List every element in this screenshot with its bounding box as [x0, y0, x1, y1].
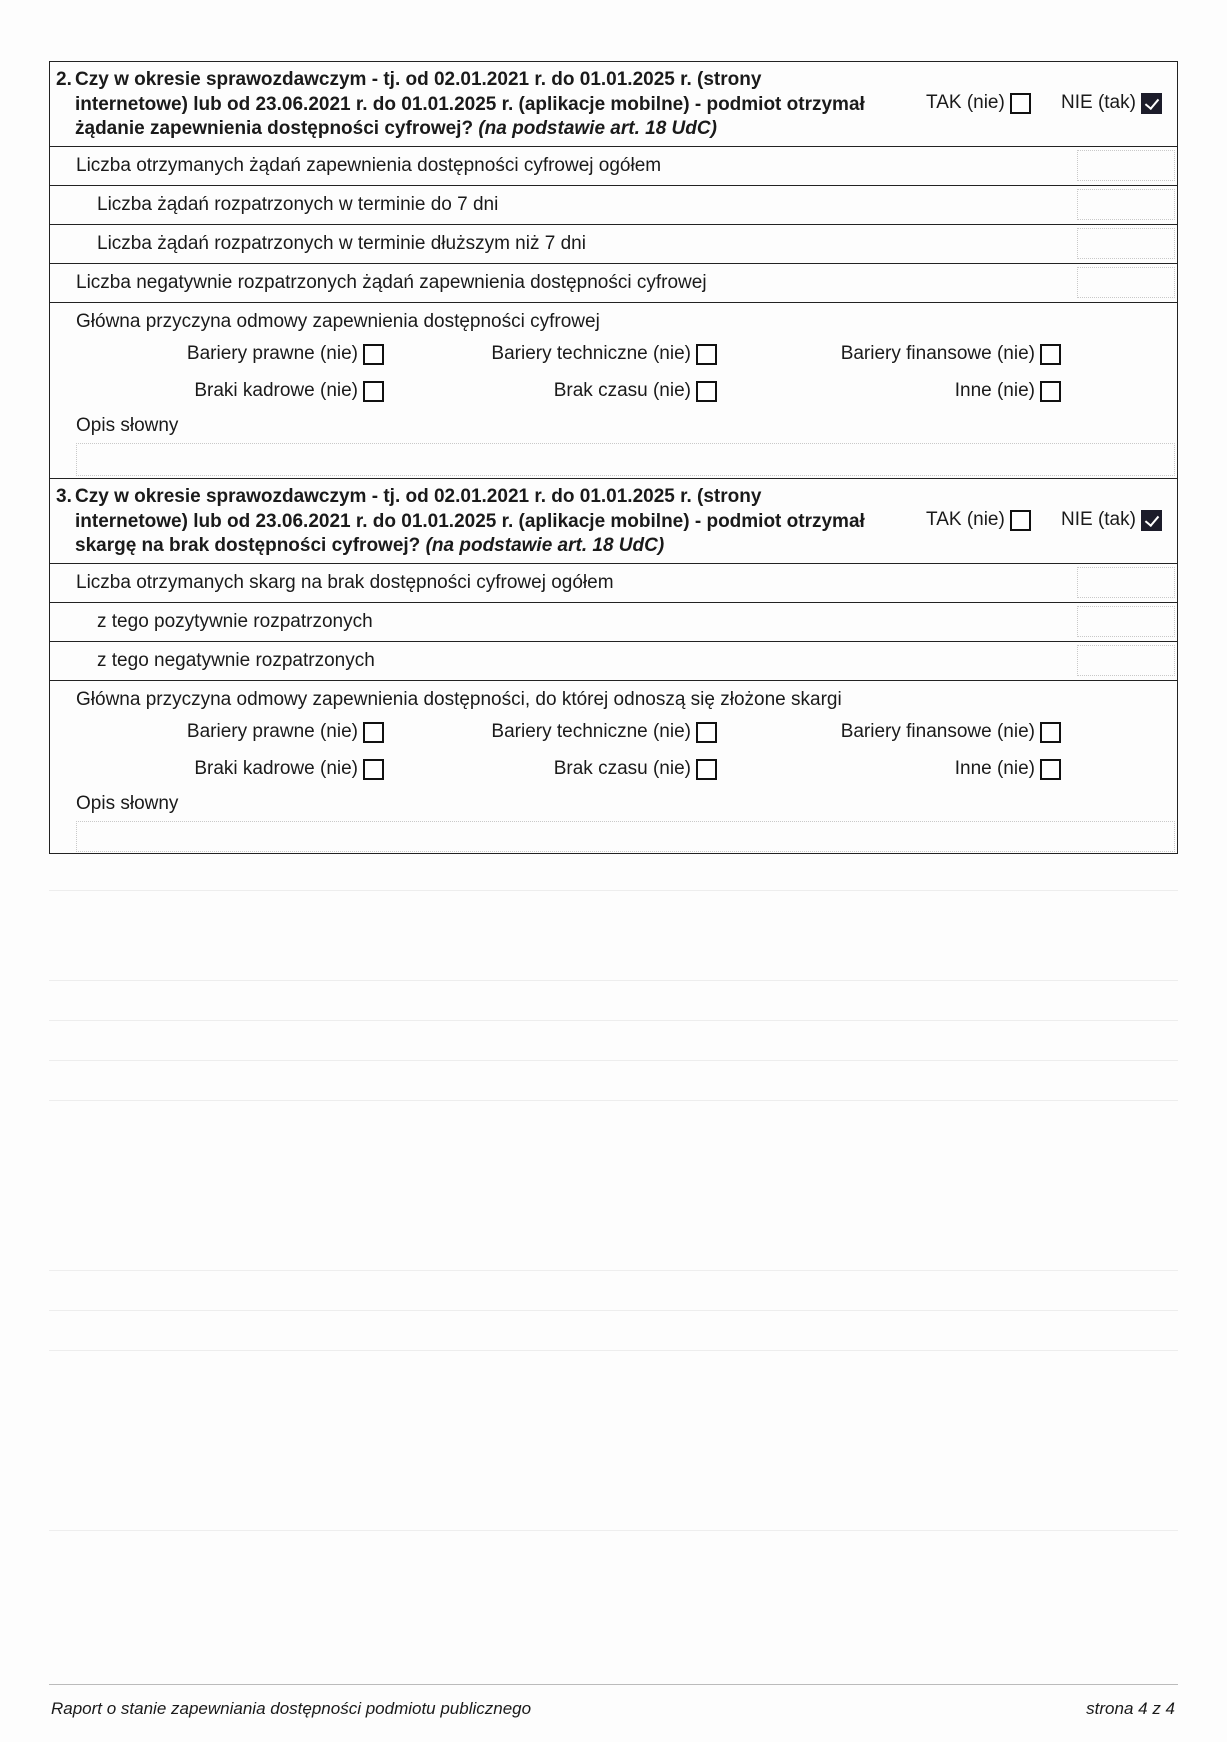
option-legal-barriers[interactable]	[187, 721, 384, 743]
question-3-header	[50, 479, 1177, 564]
description-label: Opis słowny	[76, 415, 179, 436]
option-checkbox[interactable]	[1040, 759, 1061, 780]
count-input[interactable]	[1077, 567, 1175, 598]
table-row	[50, 186, 1177, 225]
count-input[interactable]	[1077, 267, 1175, 298]
report-form	[49, 61, 1178, 854]
option-label: Brak czasu (nie)	[553, 758, 691, 779]
option-checkbox[interactable]	[696, 759, 717, 780]
count-input[interactable]	[1077, 189, 1175, 220]
table-row	[50, 264, 1177, 303]
table-row	[50, 642, 1177, 681]
question-2-no-label: NIE (tak)	[1061, 92, 1136, 113]
question-2-no-option[interactable]	[1061, 92, 1162, 114]
table-row	[50, 564, 1177, 603]
count-input[interactable]	[1077, 150, 1175, 181]
option-legal-barriers[interactable]	[187, 343, 384, 365]
question-3-legal-basis: (na podstawie art. 18 UdC)	[425, 535, 665, 556]
question-3-line-2: internetowe) lub od 23.06.2021 r. do 01.01.2025 r. (aplikacje mobilne) - podmiot otrzymał	[75, 510, 865, 532]
question-3-no-checkbox[interactable]	[1141, 510, 1162, 531]
row-label: z tego pozytywnie rozpatrzonych	[97, 611, 373, 632]
option-lack-of-time[interactable]	[554, 758, 717, 780]
question-3-yes-label: TAK (nie)	[926, 509, 1005, 530]
count-input[interactable]	[1077, 645, 1175, 676]
description-label: Opis słowny	[76, 793, 179, 814]
question-2-yes-label: TAK (nie)	[926, 92, 1005, 113]
option-checkbox[interactable]	[363, 722, 384, 743]
description-input[interactable]	[76, 443, 1175, 476]
table-row	[50, 603, 1177, 642]
option-checkbox[interactable]	[1040, 381, 1061, 402]
bleed-through-shadow	[49, 890, 1178, 1530]
option-checkbox[interactable]	[1040, 722, 1061, 743]
option-checkbox[interactable]	[1040, 344, 1061, 365]
row-label: Liczba otrzymanych skarg na brak dostępności cyfrowej ogółem	[76, 572, 614, 593]
question-3-no-option[interactable]	[1061, 509, 1162, 531]
reason-title: Główna przyczyna odmowy zapewnienia dostępności cyfrowej	[76, 311, 600, 332]
footer-title: Raport o stanie zapewniania dostępności podmiotu publicznego	[51, 1699, 532, 1718]
table-row	[50, 147, 1177, 186]
option-label: Bariery finansowe (nie)	[840, 721, 1035, 742]
option-label: Bariery prawne (nie)	[186, 721, 358, 742]
option-label: Bariery techniczne (nie)	[491, 343, 691, 364]
reason-block-2	[50, 303, 1177, 479]
question-2-yes-checkbox[interactable]	[1010, 93, 1031, 114]
row-label: Liczba negatywnie rozpatrzonych żądań zapewnienia dostępności cyfrowej	[76, 272, 707, 293]
footer-divider	[49, 1684, 1178, 1685]
question-2-legal-basis: (na podstawie art. 18 UdC)	[478, 118, 717, 139]
option-label: Bariery prawne (nie)	[186, 343, 358, 364]
question-2-line-3: żądanie zapewnienia dostępności cyfrowej?	[75, 118, 474, 139]
question-2-line-2: internetowe) lub od 23.06.2021 r. do 01.01.2025 r. (aplikacje mobilne) - podmiot otrzymał	[75, 93, 865, 115]
question-2-line-1: Czy w okresie sprawozdawczym - tj. od 02.01.2021 r. do 01.01.2025 r. (strony	[75, 69, 762, 90]
question-2-yes-option[interactable]	[926, 92, 1031, 114]
option-other[interactable]	[955, 380, 1061, 402]
option-staff-shortage[interactable]	[194, 758, 384, 780]
question-2-text	[56, 68, 906, 142]
option-checkbox[interactable]	[696, 722, 717, 743]
option-staff-shortage[interactable]	[194, 380, 384, 402]
question-3-number: 3.	[56, 486, 72, 507]
option-checkbox[interactable]	[696, 381, 717, 402]
row-label: Liczba otrzymanych żądań zapewnienia dostępności cyfrowej ogółem	[76, 155, 662, 176]
row-label: z tego negatywnie rozpatrzonych	[97, 650, 375, 671]
option-checkbox[interactable]	[363, 344, 384, 365]
row-label: Liczba żądań rozpatrzonych w terminie do 7 dni	[97, 194, 499, 215]
option-financial-barriers[interactable]	[841, 343, 1061, 365]
option-label: Brak czasu (nie)	[553, 380, 691, 401]
option-label: Braki kadrowe (nie)	[194, 380, 358, 401]
question-2-no-checkbox[interactable]	[1141, 93, 1162, 114]
reason-block-3	[50, 681, 1177, 853]
question-2-number: 2.	[56, 69, 72, 90]
question-3-yes-checkbox[interactable]	[1010, 510, 1031, 531]
option-technical-barriers[interactable]	[491, 721, 717, 743]
option-label: Braki kadrowe (nie)	[194, 758, 358, 779]
page-number: strona 4 z 4	[1086, 1699, 1175, 1718]
count-input[interactable]	[1077, 228, 1175, 259]
question-3-no-label: NIE (tak)	[1061, 509, 1136, 530]
question-3-line-3: skargę na brak dostępności cyfrowej?	[75, 535, 421, 556]
option-label: Inne (nie)	[954, 380, 1035, 401]
question-3-text	[56, 485, 906, 559]
reason-title: Główna przyczyna odmowy zapewnienia dostępności, do której odnoszą się złożone skargi	[76, 689, 842, 710]
option-checkbox[interactable]	[363, 759, 384, 780]
option-label: Bariery techniczne (nie)	[491, 721, 691, 742]
option-checkbox[interactable]	[696, 344, 717, 365]
count-input[interactable]	[1077, 606, 1175, 637]
option-financial-barriers[interactable]	[841, 721, 1061, 743]
question-3-line-1: Czy w okresie sprawozdawczym - tj. od 02.01.2021 r. do 01.01.2025 r. (strony	[75, 486, 762, 507]
option-label: Inne (nie)	[954, 758, 1035, 779]
option-checkbox[interactable]	[363, 381, 384, 402]
option-technical-barriers[interactable]	[491, 343, 717, 365]
option-other[interactable]	[955, 758, 1061, 780]
table-row	[50, 225, 1177, 264]
description-input[interactable]	[76, 821, 1175, 852]
option-lack-of-time[interactable]	[554, 380, 717, 402]
question-2-header	[50, 62, 1177, 147]
question-3-yes-option[interactable]	[926, 509, 1031, 531]
option-label: Bariery finansowe (nie)	[840, 343, 1035, 364]
row-label: Liczba żądań rozpatrzonych w terminie dłuższym niż 7 dni	[97, 233, 586, 254]
